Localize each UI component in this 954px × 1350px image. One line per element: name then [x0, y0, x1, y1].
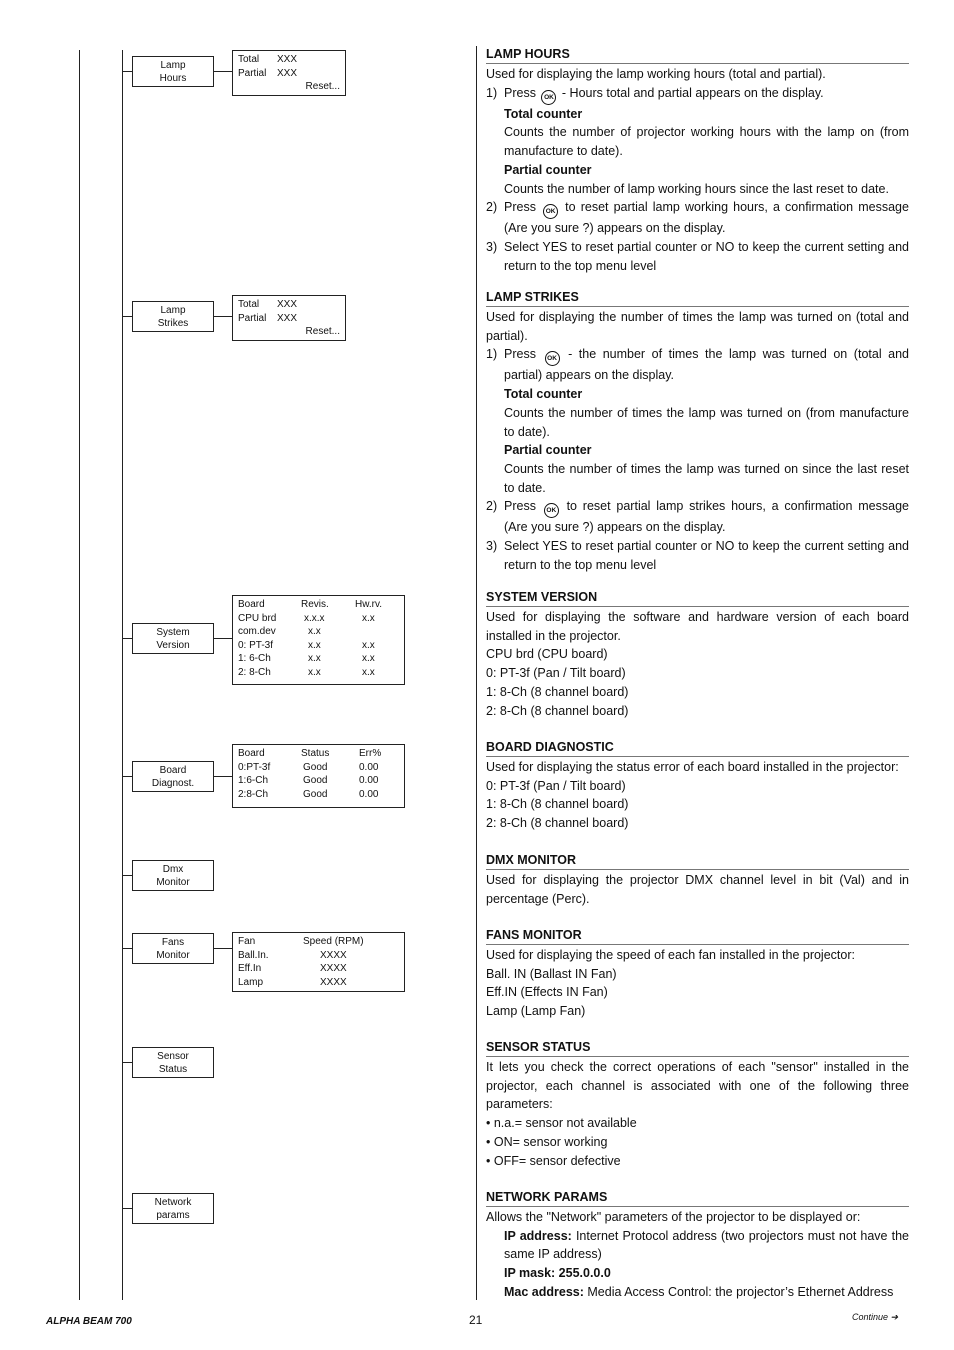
- term-label: IP mask: 255.0.0.0: [504, 1266, 611, 1281]
- section-system-version: [486, 590, 909, 720]
- disp-cell: XXX: [277, 54, 298, 65]
- section-title: SENSOR STATUS: [486, 1040, 909, 1057]
- menu-label: Board: [159, 764, 187, 776]
- disp-cell: x.x: [362, 639, 375, 651]
- section-title: NETWORK PARAMS: [486, 1190, 909, 1207]
- diagram-outer-line: [79, 50, 80, 1300]
- disp-cell: Good: [303, 775, 328, 787]
- connector-dmx-monitor: [122, 875, 132, 876]
- disp-header: Fan: [238, 936, 256, 947]
- menu-lamp-strikes[interactable]: [132, 301, 214, 332]
- step-text: Press: [504, 347, 536, 362]
- menu-network-params[interactable]: [132, 1193, 214, 1224]
- menu-label: Sensor: [157, 1050, 189, 1062]
- paragraph: Counts the number of times the lamp was turned on since the last reset to date.: [504, 461, 909, 495]
- menu-lamp-hours[interactable]: [132, 56, 214, 87]
- disp-header: Revis.: [301, 599, 329, 610]
- menu-label: Status: [158, 1063, 188, 1075]
- menu-label: Version: [156, 639, 190, 651]
- disp-cell: 1: 6-Ch: [238, 653, 271, 665]
- list-item: 1: 8-Ch (8 channel board): [486, 797, 629, 812]
- step-text: Select YES to reset partial counter or NO to keep the current setting and return to the top menu level: [504, 539, 909, 572]
- reset-label[interactable]: Reset...: [305, 81, 340, 93]
- disp-cell: Total: [238, 54, 260, 65]
- menu-label: Monitor: [156, 876, 190, 888]
- menu-label: Hours: [159, 72, 187, 84]
- disp-cell: XXX: [277, 299, 298, 310]
- connector-sensor-status: [122, 1062, 132, 1063]
- subheading: Total counter: [504, 106, 583, 121]
- list-item: 0: PT-3f (Pan / Tilt board): [486, 778, 626, 793]
- link-board-diag: [214, 776, 232, 777]
- menu-fans-monitor[interactable]: [132, 933, 214, 964]
- disp-cell: XXX: [277, 67, 298, 79]
- section-board-diagnostic: [486, 740, 909, 833]
- menu-label: Diagnost.: [151, 777, 195, 789]
- disp-header: Speed (RPM): [303, 936, 364, 947]
- link-fans-monitor: [214, 948, 232, 949]
- menu-label: params: [156, 1209, 190, 1221]
- display-lamp-strikes: [232, 295, 346, 341]
- paragraph: [486, 1283, 909, 1302]
- section-title: BOARD DIAGNOSTIC: [486, 740, 909, 757]
- connector-lamp-hours: [122, 71, 132, 72]
- list-item: • ON= sensor working: [486, 1134, 608, 1149]
- step-3: [486, 537, 909, 574]
- section-lamp-hours: [486, 47, 909, 275]
- section-intro: Used for displaying the software and hardware version of each board installed in the projector.: [486, 610, 909, 643]
- connector-network-params: [122, 1208, 132, 1209]
- menu-board-diagnost[interactable]: [132, 761, 214, 792]
- connector-board-diag: [122, 776, 132, 777]
- subheading: Total counter: [504, 387, 583, 402]
- term-text: Media Access Control: the projector’s Ethernet Address: [587, 1284, 894, 1299]
- step-text: to reset partial lamp strikes hours, a confirmation message (Are you sure ?) appears on the display.: [504, 499, 909, 535]
- step-number: 1): [486, 85, 498, 100]
- connector-lamp-strikes: [122, 316, 132, 317]
- disp-cell: x.x: [308, 653, 321, 665]
- disp-cell: Ball.In.: [238, 949, 269, 961]
- subheading: Partial counter: [504, 443, 592, 458]
- list-item: 2: 8-Ch (8 channel board): [486, 816, 629, 831]
- term-label: Mac address:: [504, 1284, 584, 1299]
- disp-header: Hw.rv.: [355, 599, 383, 610]
- list-item: CPU brd (CPU board): [486, 647, 608, 662]
- menu-system-version[interactable]: [132, 623, 214, 654]
- disp-cell: Eff.In: [238, 963, 262, 975]
- section-intro: It lets you check the correct operations of each "sensor" installed in the projector, each channel is associated with one of the following three parameters:: [486, 1060, 909, 1112]
- disp-cell: x.x: [308, 626, 321, 638]
- paragraph: Counts the number of times the lamp was turned on (from manufacture to date).: [504, 405, 909, 439]
- list-item: • OFF= sensor defective: [486, 1153, 621, 1168]
- step-text: to reset partial lamp working hours, a confirmation message (Are you sure ?) appears on the display.: [504, 200, 909, 236]
- disp-cell: 0.00: [359, 775, 379, 787]
- disp-cell: XXXX: [320, 976, 347, 988]
- disp-cell: Total: [238, 299, 260, 310]
- list-item: 2: 8-Ch (8 channel board): [486, 703, 629, 718]
- footer-model: ALPHA BEAM 700: [46, 1316, 132, 1327]
- disp-cell: x.x: [362, 612, 375, 624]
- disp-cell: x.x: [362, 653, 375, 665]
- menu-label: Fans: [161, 936, 185, 948]
- step-text: - Hours total and partial appears on the display.: [561, 85, 824, 100]
- menu-dmx-monitor[interactable]: [132, 860, 214, 891]
- step-number: 3): [486, 239, 498, 254]
- link-lamp-hours: [214, 71, 232, 72]
- display-board-diag: [232, 744, 405, 808]
- disp-cell: x.x: [308, 666, 321, 678]
- section-network-params: [486, 1190, 909, 1302]
- section-intro: Allows the "Network" parameters of the projector to be displayed or:: [486, 1210, 861, 1224]
- ok-button-icon: OK: [543, 204, 558, 219]
- section-intro: Used for displaying the number of times the lamp was turned on (total and partial).: [486, 310, 909, 343]
- page-number: 21: [469, 1313, 483, 1327]
- disp-cell: Good: [303, 788, 328, 800]
- disp-cell: Partial: [238, 67, 267, 79]
- subheading: Partial counter: [504, 162, 592, 177]
- reset-label[interactable]: Reset...: [305, 326, 340, 338]
- section-title: FANS MONITOR: [486, 928, 909, 945]
- disp-cell: Lamp: [238, 976, 264, 988]
- link-system-version: [214, 638, 232, 639]
- section-intro: Used for displaying the lamp working hours (total and partial).: [486, 67, 826, 81]
- continue-link[interactable]: Continue ➔: [852, 1312, 899, 1322]
- connector-fans-monitor: [122, 948, 132, 949]
- list-item: Ball. IN (Ballast IN Fan): [486, 966, 617, 981]
- disp-cell: Good: [303, 761, 328, 773]
- disp-cell: CPU brd: [238, 612, 277, 624]
- section-intro: Used for displaying the projector DMX channel level in bit (Val) and in percentage (Perc).: [486, 873, 909, 906]
- menu-label: Network: [154, 1196, 192, 1208]
- ok-button-icon: OK: [545, 351, 560, 366]
- list-item: 1: 8-Ch (8 channel board): [486, 684, 629, 699]
- display-system-version: [232, 595, 405, 685]
- disp-cell: XXX: [277, 312, 298, 324]
- step-number: 2): [486, 200, 498, 215]
- disp-cell: 0:PT-3f: [238, 761, 271, 773]
- menu-sensor-status[interactable]: [132, 1047, 214, 1078]
- disp-cell: x.x: [362, 666, 375, 678]
- paragraph: Counts the number of lamp working hours since the last reset to date.: [504, 181, 889, 196]
- disp-cell: x.x.x: [304, 612, 325, 624]
- step-number: 1): [486, 347, 498, 362]
- diagram-spine-line: [122, 50, 123, 1300]
- disp-header: Status: [301, 748, 330, 759]
- step-text: Press: [504, 499, 536, 514]
- menu-label: Monitor: [156, 949, 190, 961]
- section-title: LAMP STRIKES: [486, 290, 909, 307]
- term-label: IP address:: [504, 1228, 572, 1243]
- step-number: 3): [486, 539, 498, 554]
- menu-label: Dmx: [162, 863, 184, 875]
- disp-cell: XXXX: [320, 963, 347, 975]
- step-1: [486, 84, 909, 105]
- ok-button-icon: OK: [541, 90, 556, 105]
- section-lamp-strikes: [486, 290, 909, 574]
- page-divider-line: [476, 46, 477, 1300]
- disp-header: Err%: [359, 748, 382, 759]
- section-title: SYSTEM VERSION: [486, 590, 909, 607]
- disp-header: Board: [238, 599, 265, 610]
- step-1: [486, 345, 909, 385]
- menu-label: Lamp: [160, 304, 186, 316]
- menu-label: System: [156, 626, 190, 638]
- section-intro: Used for displaying the status error of each board installed in the projector:: [486, 760, 899, 774]
- disp-cell: 2:8-Ch: [238, 788, 269, 800]
- menu-label: Lamp: [160, 59, 186, 71]
- display-fans-monitor: [232, 932, 405, 992]
- step-2: [486, 497, 909, 537]
- connector-system-version: [122, 638, 132, 639]
- step-3: [486, 238, 909, 275]
- list-item: Eff.IN (Effects IN Fan): [486, 985, 608, 1000]
- step-number: 2): [486, 499, 498, 514]
- list-item: Lamp (Lamp Fan): [486, 1004, 586, 1019]
- step-2: [486, 198, 909, 238]
- disp-cell: 2: 8-Ch: [238, 666, 271, 678]
- step-text: Press: [504, 200, 536, 215]
- section-title: LAMP HOURS: [486, 47, 909, 64]
- display-lamp-hours: [232, 50, 346, 96]
- disp-header: Board: [238, 748, 265, 759]
- list-item: 0: PT-3f (Pan / Tilt board): [486, 666, 626, 681]
- disp-cell: 0.00: [359, 761, 379, 773]
- section-sensor-status: [486, 1040, 909, 1170]
- step-text: - the number of times the lamp was turned on (total and partial) appears on the display.: [504, 347, 910, 383]
- menu-label: Strikes: [157, 317, 189, 329]
- disp-cell: 0.00: [359, 788, 379, 800]
- disp-cell: XXXX: [320, 949, 347, 961]
- disp-cell: Partial: [238, 312, 267, 324]
- step-text: Press: [504, 85, 536, 100]
- ok-button-icon: OK: [544, 503, 559, 518]
- section-title: DMX MONITOR: [486, 853, 909, 870]
- section-intro: Used for displaying the speed of each fan installed in the projector:: [486, 948, 855, 962]
- term-text: Internet Protocol address (two projectors must not have the same IP address): [504, 1228, 909, 1262]
- link-lamp-strikes: [214, 316, 232, 317]
- paragraph: [486, 1227, 909, 1264]
- disp-cell: com.dev: [238, 626, 276, 638]
- disp-cell: 0: PT-3f: [238, 639, 274, 651]
- section-dmx-monitor: [486, 853, 909, 908]
- disp-cell: 1:6-Ch: [238, 775, 269, 787]
- disp-cell: x.x: [308, 639, 321, 651]
- section-fans-monitor: [486, 928, 909, 1021]
- step-text: Select YES to reset partial counter or NO to keep the current setting and return to the top menu level: [504, 239, 909, 273]
- list-item: • n.a.= sensor not available: [486, 1116, 637, 1131]
- paragraph: Counts the number of projector working hours with the lamp on (from manufacture to date).: [504, 125, 909, 159]
